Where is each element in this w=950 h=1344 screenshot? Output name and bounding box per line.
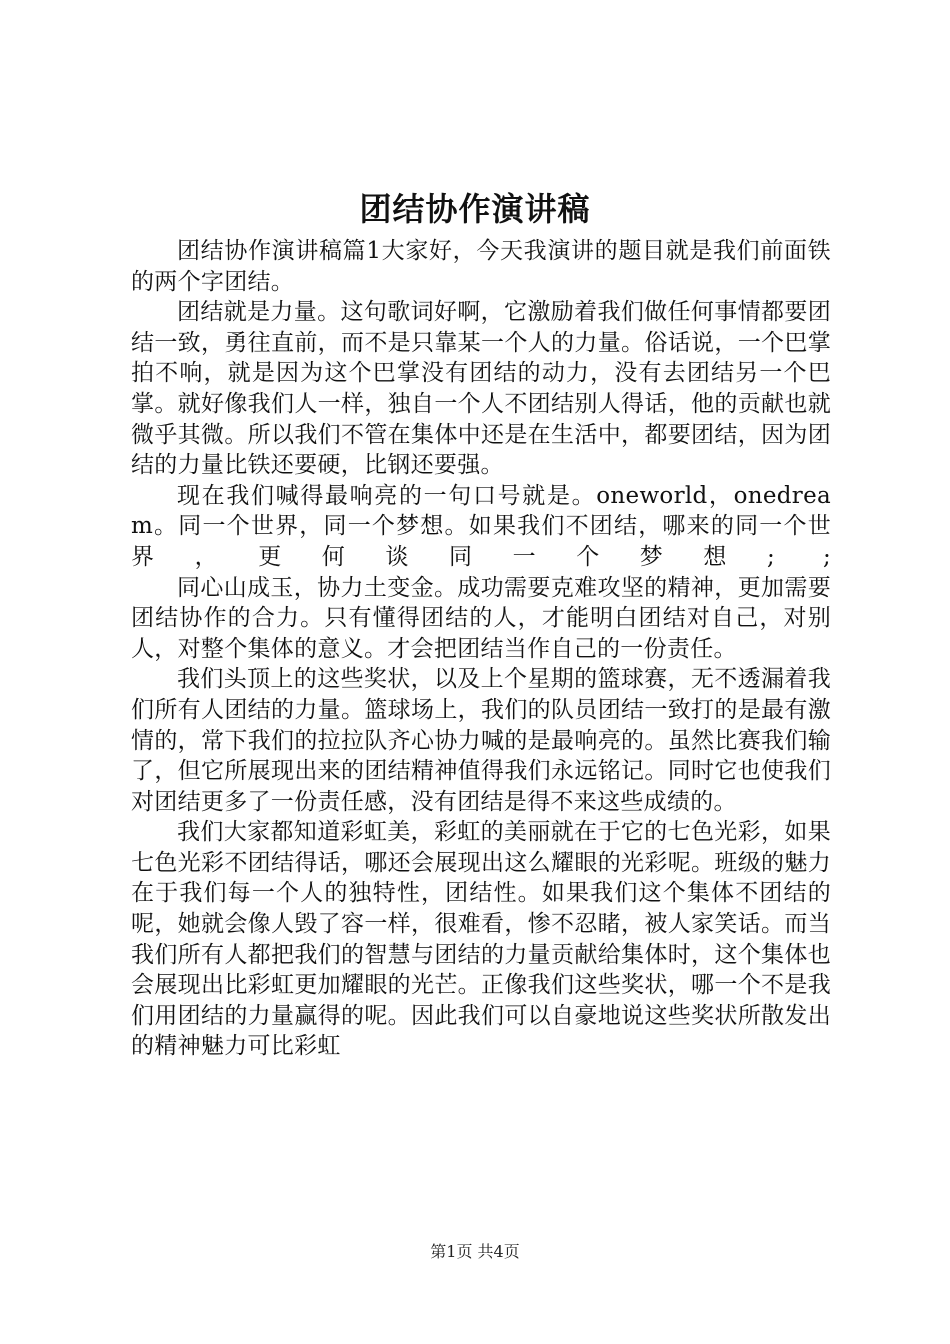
document-body	[131, 236, 831, 1062]
paragraph-1: 团结协作演讲稿篇1大家好，今天我演讲的题目就是我们前面铁的两个字团结。	[131, 238, 831, 295]
paragraph-2: 团结就是力量。这句歌词好啊，它激励着我们做任何事情都要团结一致，勇往直前，而不是只靠某一个人的力量。俗话说，一个巴掌拍不响，就是因为这个巴掌没有团结的动力，没有去团结另一个巴掌。就好像我们人一样，独自一个人不团结别人得话，他的贡献也就微乎其微。所以我们不管在集体中还是在生活中，都要团结，因为团结的力量比铁还要硬，比钢还要强。	[131, 299, 831, 479]
paragraph-5: 我们头顶上的这些奖状，以及上个星期的篮球赛，无不透漏着我们所有人团结的力量。篮球场上，我们的队员团结一致打的是最有激情的，常下我们的拉拉队齐心协力喊的是最响亮的。虽然比赛我们输了，但它所展现出来的团结精神值得我们永远铭记。同时它也使我们对团结更多了一份责任感，没有团结是得不来这些成绩的。	[131, 666, 831, 815]
page-number-footer: 第1页 共4页	[430, 1242, 520, 1261]
paragraph-6: 我们大家都知道彩虹美，彩虹的美丽就在于它的七色光彩，如果七色光彩不团结得话，哪还会展现出这么耀眼的光彩呢。班级的魅力在于我们每一个人的独特性，团结性。如果我们这个集体不团结的呢，她就会像人毁了容一样，很难看，惨不忍睹，被人家笑话。而当我们所有人都把我们的智慧与团结的力量贡献给集体时，这个集体也会展现出比彩虹更加耀眼的光芒。正像我们这些奖状，哪一个不是我们用团结的力量赢得的呢。因此我们可以自豪地说这些奖状所散发出的精神魅力可比彩虹	[131, 819, 831, 1060]
page-title: 团结协作演讲稿	[359, 190, 591, 228]
paragraph-4: 同心山成玉，协力土变金。成功需要克难攻坚的精神，更加需要团结协作的合力。只有懂得团结的人，才能明白团结对自己，对别人，对整个集体的意义。才会把团结当作自己的一份责任。	[131, 574, 831, 662]
paragraph-3: 现在我们喊得最响亮的一句口号就是。oneworld，onedream。同一个世界，同一个梦想。如果我们不团结，哪来的同一个世界，更何谈同一个梦想; ;	[131, 482, 831, 570]
